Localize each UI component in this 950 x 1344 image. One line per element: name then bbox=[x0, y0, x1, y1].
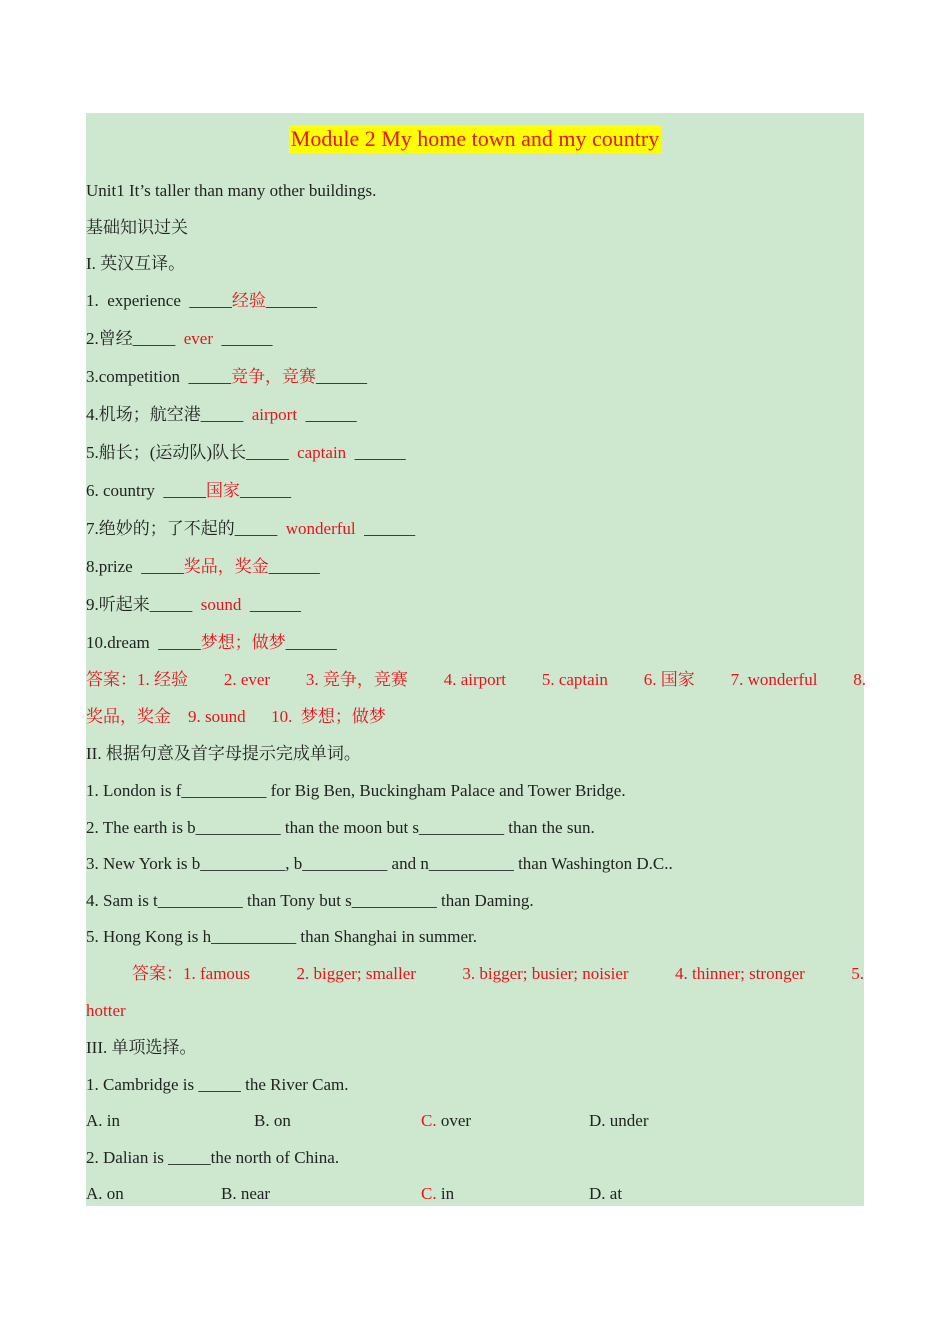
item-answer: 竞争，竞赛 bbox=[230, 367, 316, 386]
option-a: A. on bbox=[86, 1184, 124, 1203]
item-prompt: 4.机场；航空港_____ bbox=[86, 405, 252, 424]
item-blank: ______ bbox=[297, 405, 357, 424]
part2-heading: II. 根据句意及首字母提示完成单词。 bbox=[86, 744, 361, 763]
option-d: D. under bbox=[589, 1111, 649, 1130]
item-blank: ______ bbox=[239, 481, 291, 500]
item-prompt: 6. country _____ bbox=[86, 481, 206, 500]
item-answer: airport bbox=[251, 405, 298, 424]
item-blank: ______ bbox=[285, 633, 337, 652]
translation-item bbox=[86, 286, 864, 316]
question-2-options bbox=[86, 1179, 864, 1209]
item-prompt: 10.dream _____ bbox=[86, 633, 201, 652]
part1-heading: I. 英汉互译。 bbox=[86, 254, 186, 273]
item-answer: 奖品，奖金 bbox=[183, 557, 269, 576]
fill-in-item: 4. Sam is t__________ than Tony but s__________ than Daming. bbox=[86, 890, 534, 910]
answer-part: 5. bbox=[851, 964, 864, 983]
item-blank: ______ bbox=[268, 557, 320, 576]
item-answer: captain bbox=[297, 443, 347, 462]
answer-part: 7. wonderful bbox=[730, 670, 818, 689]
answer-part: 3. 竞争，竞赛 bbox=[305, 670, 408, 689]
translation-item bbox=[86, 400, 864, 430]
answer-part: 5. captain bbox=[541, 670, 608, 689]
item-blank: ______ bbox=[241, 595, 301, 614]
part2-answer-line2: hotter bbox=[86, 1001, 126, 1020]
item-blank: ______ bbox=[346, 443, 406, 462]
answer-part: 2. bigger; smaller bbox=[296, 964, 416, 983]
answer-part: 6. 国家 bbox=[643, 670, 695, 689]
option-a: A. in bbox=[86, 1111, 120, 1130]
item-prompt: 1. experience _____ bbox=[86, 291, 232, 310]
item-blank: ______ bbox=[265, 291, 317, 310]
item-answer: 经验 bbox=[231, 291, 266, 310]
fill-in-item: 2. The earth is b__________ than the moon but s__________ than the sun. bbox=[86, 817, 595, 837]
question-1-options bbox=[86, 1106, 864, 1136]
item-answer: sound bbox=[200, 595, 242, 614]
title-container bbox=[86, 125, 864, 153]
part1-answer-line2: 奖品，奖金 9. sound 10. 梦想；做梦 bbox=[86, 707, 386, 726]
page-title: Module 2 My home town and my country bbox=[290, 126, 660, 151]
item-prompt: 2.曾经_____ bbox=[86, 329, 184, 348]
part1-answer-line1 bbox=[86, 665, 866, 695]
answer-part: 4. airport bbox=[443, 670, 507, 689]
part2-answer-line1 bbox=[132, 959, 864, 989]
translation-item bbox=[86, 590, 864, 620]
option-b: B. near bbox=[221, 1184, 271, 1203]
item-prompt: 7.绝妙的；了不起的_____ bbox=[86, 519, 286, 538]
item-answer: wonderful bbox=[285, 519, 356, 538]
worksheet-page bbox=[86, 113, 864, 1206]
option-c bbox=[421, 1179, 454, 1209]
item-blank: ______ bbox=[355, 519, 416, 538]
answer-part: 4. thinner; stronger bbox=[674, 964, 805, 983]
item-blank: ______ bbox=[213, 329, 273, 348]
fill-in-item: 1. London is f__________ for Big Ben, Buckingham Palace and Tower Bridge. bbox=[86, 781, 626, 800]
unit-title: Unit1 It’s taller than many other buildings. bbox=[86, 181, 377, 200]
item-prompt: 9.听起来_____ bbox=[86, 595, 201, 614]
answer-part: 3. bigger; busier; noisier bbox=[462, 964, 629, 983]
option-d: D. at bbox=[589, 1184, 623, 1203]
answer-part: 答案：1. 经验 bbox=[86, 670, 188, 689]
answer-part: 答案：1. famous bbox=[132, 964, 251, 983]
option-c bbox=[421, 1106, 471, 1136]
question-2-stem: 2. Dalian is _____the north of China. bbox=[86, 1148, 340, 1167]
fill-in-item: 3. New York is b__________, b__________ and n__________ than Washington D.C.. bbox=[86, 854, 673, 873]
translation-item bbox=[86, 514, 864, 544]
item-answer: 国家 bbox=[205, 481, 240, 500]
part3-heading: III. 单项选择。 bbox=[86, 1038, 197, 1057]
translation-item bbox=[86, 362, 864, 392]
item-prompt: 3.competition _____ bbox=[86, 367, 231, 386]
option-c-letter: C. bbox=[421, 1184, 437, 1203]
option-c-letter: C. bbox=[421, 1111, 437, 1130]
option-b: B. on bbox=[254, 1111, 291, 1130]
question-1-stem: 1. Cambridge is _____ the River Cam. bbox=[86, 1075, 349, 1094]
translation-item bbox=[86, 438, 864, 468]
item-prompt: 8.prize _____ bbox=[86, 557, 184, 576]
answer-part: 2. ever bbox=[223, 670, 271, 689]
option-c-text: over bbox=[436, 1111, 472, 1130]
translation-item bbox=[86, 628, 864, 658]
answer-part: 8. bbox=[853, 670, 866, 689]
item-answer: 梦想；做梦 bbox=[200, 633, 286, 652]
item-blank: ______ bbox=[315, 367, 367, 386]
translation-item bbox=[86, 552, 864, 582]
section-basic-heading: 基础知识过关 bbox=[86, 218, 188, 237]
translation-item bbox=[86, 324, 864, 354]
item-answer: ever bbox=[183, 329, 214, 348]
fill-in-item: 5. Hong Kong is h__________ than Shanghai in summer. bbox=[86, 927, 477, 946]
translation-item bbox=[86, 476, 864, 506]
option-c-text: in bbox=[436, 1184, 455, 1203]
item-prompt: 5.船长；(运动队)队长_____ bbox=[86, 443, 298, 462]
